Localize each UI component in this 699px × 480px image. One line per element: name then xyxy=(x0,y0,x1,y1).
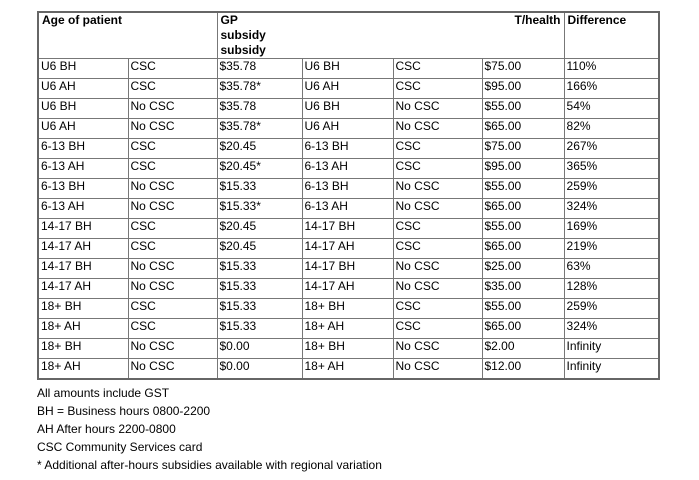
csc-status-cell: No CSC xyxy=(128,259,217,279)
csc-status-cell: CSC xyxy=(393,319,482,339)
subsidy-table xyxy=(37,11,660,380)
age-group-cell: 6-13 BH xyxy=(302,139,393,159)
difference-cell: 82% xyxy=(564,119,659,139)
csc-status-cell: No CSC xyxy=(128,119,217,139)
header-gp-subsidy-label: GP subsidy subsidy xyxy=(220,13,266,57)
age-group-cell: 14-17 AH xyxy=(38,239,128,259)
thealth-fee-cell: $12.00 xyxy=(482,359,564,380)
csc-status-cell: No CSC xyxy=(393,359,482,380)
age-group-cell: 18+ AH xyxy=(302,359,393,380)
csc-status-cell: No CSC xyxy=(128,99,217,119)
difference-cell: 128% xyxy=(564,279,659,299)
header-thealth-label: T/health xyxy=(514,13,561,27)
csc-status-cell: No CSC xyxy=(393,279,482,299)
table-row xyxy=(38,239,659,259)
gp-subsidy-cell: $15.33* xyxy=(217,199,302,219)
age-group-cell: 6-13 AH xyxy=(302,159,393,179)
age-group-cell: U6 BH xyxy=(302,99,393,119)
table-row xyxy=(38,319,659,339)
header-difference: Difference xyxy=(564,12,659,59)
subsidy-comparison xyxy=(37,11,660,474)
table-row xyxy=(38,219,659,239)
gp-subsidy-cell: $15.33 xyxy=(217,279,302,299)
thealth-fee-cell: $55.00 xyxy=(482,299,564,319)
difference-cell: 259% xyxy=(564,299,659,319)
age-group-cell: 14-17 BH xyxy=(38,219,128,239)
csc-status-cell: CSC xyxy=(128,319,217,339)
gp-subsidy-cell: $15.33 xyxy=(217,259,302,279)
csc-status-cell: CSC xyxy=(393,59,482,79)
age-group-cell: 18+ AH xyxy=(38,359,128,380)
age-group-cell: U6 BH xyxy=(38,59,128,79)
csc-status-cell: CSC xyxy=(128,59,217,79)
csc-status-cell: CSC xyxy=(393,159,482,179)
csc-status-cell: No CSC xyxy=(393,179,482,199)
note-gst: All amounts include GST xyxy=(37,386,170,400)
gp-subsidy-cell: $35.78 xyxy=(217,99,302,119)
age-group-cell: 14-17 AH xyxy=(302,239,393,259)
difference-cell: 259% xyxy=(564,179,659,199)
csc-status-cell: CSC xyxy=(128,299,217,319)
csc-status-cell: No CSC xyxy=(393,99,482,119)
age-group-cell: 14-17 BH xyxy=(38,259,128,279)
csc-status-cell: CSC xyxy=(128,239,217,259)
thealth-fee-cell: $65.00 xyxy=(482,239,564,259)
csc-status-cell: CSC xyxy=(393,139,482,159)
csc-status-cell: CSC xyxy=(393,299,482,319)
age-group-cell: 14-17 BH xyxy=(302,219,393,239)
csc-status-cell: CSC xyxy=(393,79,482,99)
gp-subsidy-cell: $15.33 xyxy=(217,179,302,199)
csc-status-cell: CSC xyxy=(393,239,482,259)
csc-status-cell: No CSC xyxy=(393,119,482,139)
age-group-cell: 6-13 AH xyxy=(38,199,128,219)
thealth-fee-cell: $65.00 xyxy=(482,199,564,219)
gp-subsidy-cell: $0.00 xyxy=(217,339,302,359)
difference-cell: 63% xyxy=(564,259,659,279)
age-group-cell: 14-17 BH xyxy=(302,259,393,279)
age-group-cell: U6 BH xyxy=(302,59,393,79)
table-row xyxy=(38,299,659,319)
table-body xyxy=(38,59,659,380)
gp-subsidy-cell: $20.45 xyxy=(217,139,302,159)
note-after-hours: AH After hours 2200-0800 xyxy=(37,422,176,436)
gp-subsidy-cell: $20.45 xyxy=(217,239,302,259)
csc-status-cell: CSC xyxy=(128,139,217,159)
table-row xyxy=(38,179,659,199)
thealth-fee-cell: $65.00 xyxy=(482,319,564,339)
thealth-fee-cell: $55.00 xyxy=(482,179,564,199)
csc-status-cell: No CSC xyxy=(128,199,217,219)
difference-cell: 166% xyxy=(564,79,659,99)
difference-cell: 267% xyxy=(564,139,659,159)
csc-status-cell: No CSC xyxy=(128,279,217,299)
gp-subsidy-cell: $20.45 xyxy=(217,219,302,239)
thealth-fee-cell: $25.00 xyxy=(482,259,564,279)
difference-cell: 54% xyxy=(564,99,659,119)
age-group-cell: 18+ BH xyxy=(302,299,393,319)
table-row xyxy=(38,159,659,179)
thealth-fee-cell: $95.00 xyxy=(482,79,564,99)
thealth-fee-cell: $75.00 xyxy=(482,139,564,159)
age-group-cell: 18+ AH xyxy=(302,319,393,339)
note-regional-variation: * Additional after-hours subsidies available with regional variation xyxy=(37,458,382,472)
age-group-cell: 6-13 BH xyxy=(38,139,128,159)
header-row xyxy=(38,12,659,59)
csc-status-cell: No CSC xyxy=(393,199,482,219)
age-group-cell: 18+ BH xyxy=(38,339,128,359)
csc-status-cell: CSC xyxy=(128,159,217,179)
note-business-hours: BH = Business hours 0800-2200 xyxy=(37,404,211,418)
thealth-fee-cell: $55.00 xyxy=(482,99,564,119)
gp-subsidy-cell: $0.00 xyxy=(217,359,302,380)
age-group-cell: 14-17 AH xyxy=(302,279,393,299)
thealth-fee-cell: $55.00 xyxy=(482,219,564,239)
csc-status-cell: CSC xyxy=(128,79,217,99)
difference-cell: 110% xyxy=(564,59,659,79)
table-row xyxy=(38,279,659,299)
table-row xyxy=(38,59,659,79)
table-row xyxy=(38,119,659,139)
difference-cell: Infinity xyxy=(564,339,659,359)
table-row xyxy=(38,359,659,380)
age-group-cell: 6-13 AH xyxy=(38,159,128,179)
thealth-fee-cell: $75.00 xyxy=(482,59,564,79)
age-group-cell: 6-13 AH xyxy=(302,199,393,219)
header-age-of-patient: Age of patient xyxy=(38,12,217,59)
table-row xyxy=(38,339,659,359)
difference-cell: 365% xyxy=(564,159,659,179)
gp-subsidy-cell: $20.45* xyxy=(217,159,302,179)
csc-status-cell: CSC xyxy=(393,219,482,239)
difference-cell: 219% xyxy=(564,239,659,259)
gp-subsidy-cell: $35.78* xyxy=(217,119,302,139)
csc-status-cell: No CSC xyxy=(128,179,217,199)
csc-status-cell: CSC xyxy=(128,219,217,239)
age-group-cell: U6 AH xyxy=(302,79,393,99)
csc-status-cell: No CSC xyxy=(128,339,217,359)
thealth-fee-cell: $65.00 xyxy=(482,119,564,139)
note-csc: CSC Community Services card xyxy=(37,440,203,454)
age-group-cell: U6 AH xyxy=(302,119,393,139)
thealth-fee-cell: $2.00 xyxy=(482,339,564,359)
footnotes xyxy=(37,384,660,474)
table-row xyxy=(38,99,659,119)
age-group-cell: U6 BH xyxy=(38,99,128,119)
thealth-fee-cell: $35.00 xyxy=(482,279,564,299)
table-row xyxy=(38,199,659,219)
difference-cell: Infinity xyxy=(564,359,659,380)
gp-subsidy-cell: $15.33 xyxy=(217,319,302,339)
table-row xyxy=(38,79,659,99)
age-group-cell: U6 AH xyxy=(38,79,128,99)
header-gp-subsidy xyxy=(217,12,564,59)
difference-cell: 169% xyxy=(564,219,659,239)
age-group-cell: 18+ AH xyxy=(38,319,128,339)
difference-cell: 324% xyxy=(564,319,659,339)
age-group-cell: 18+ BH xyxy=(302,339,393,359)
gp-subsidy-cell: $35.78* xyxy=(217,79,302,99)
thealth-fee-cell: $95.00 xyxy=(482,159,564,179)
gp-subsidy-cell: $35.78 xyxy=(217,59,302,79)
table-row xyxy=(38,139,659,159)
csc-status-cell: No CSC xyxy=(393,259,482,279)
age-group-cell: 6-13 BH xyxy=(302,179,393,199)
difference-cell: 324% xyxy=(564,199,659,219)
csc-status-cell: No CSC xyxy=(393,339,482,359)
age-group-cell: 18+ BH xyxy=(38,299,128,319)
table-row xyxy=(38,259,659,279)
gp-subsidy-cell: $15.33 xyxy=(217,299,302,319)
age-group-cell: 14-17 AH xyxy=(38,279,128,299)
age-group-cell: 6-13 BH xyxy=(38,179,128,199)
age-group-cell: U6 AH xyxy=(38,119,128,139)
csc-status-cell: No CSC xyxy=(128,359,217,380)
